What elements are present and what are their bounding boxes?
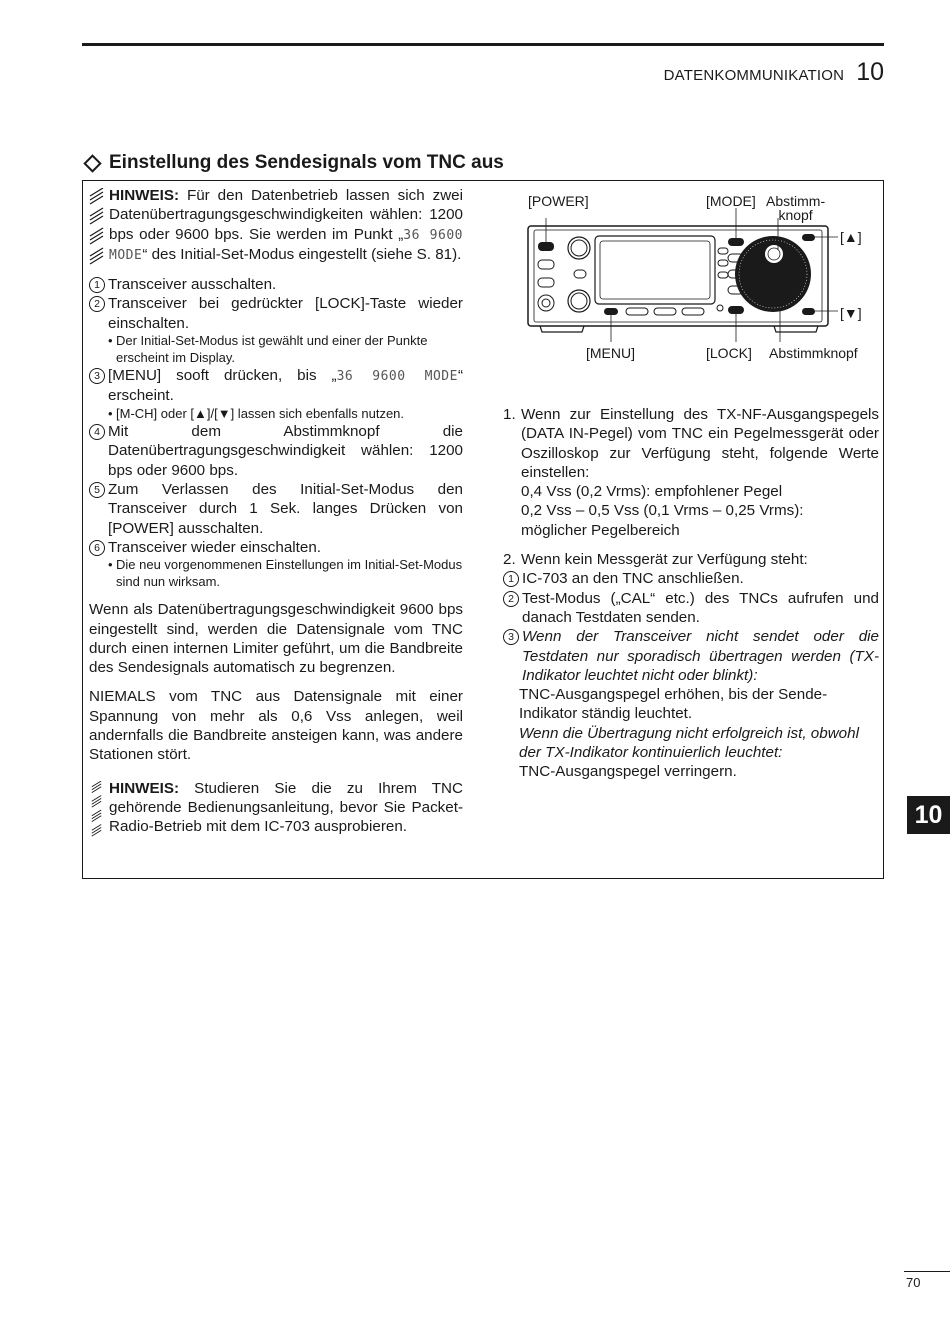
label-power: [POWER] xyxy=(528,193,589,209)
section-title: Einstellung des Sendesignals vom TNC aus xyxy=(109,152,504,173)
note-hatch-icon xyxy=(89,188,104,268)
transceiver-diagram xyxy=(520,190,870,370)
note-text: “ des Initial-Set-Modus eingestellt (siehe S. 81). xyxy=(142,245,462,263)
label-menu: [MENU] xyxy=(586,345,635,361)
condition-2: Wenn die Übertragung nicht erfolgreich ist, obwohl der TX-Indikator kontinuierlich leuchtet: xyxy=(519,724,859,762)
label-lock: [LOCK] xyxy=(706,345,752,361)
step-number: 2 xyxy=(89,296,105,312)
level-recommended: 0,4 Vss (0,2 Vrms): empfohlener Pegel xyxy=(521,483,783,501)
item-2-text: Wenn kein Messgerät zur Verfügung steht: xyxy=(521,551,808,569)
step-3-sub: • [M-CH] oder [▲]/[▼] lassen sich ebenfalls nutzen. xyxy=(89,406,463,423)
step-number: 4 xyxy=(89,424,105,440)
label-down: [▼] xyxy=(840,305,862,321)
step-text: Mit dem Abstimmknopf die Datenübertragungsgeschwindigkeit wählen: 1200 bps oder 9600 bps. xyxy=(108,423,463,479)
level-range: 0,2 Vss – 0,5 Vss (0,1 Vrms – 0,25 Vrms): xyxy=(521,502,804,520)
step-text: “ erscheint. xyxy=(108,367,464,405)
step-number: 2 xyxy=(503,591,519,607)
step-number: 5 xyxy=(89,482,105,498)
note-hinweis-1 xyxy=(89,186,463,265)
step-number: 3 xyxy=(503,629,519,645)
left-column xyxy=(89,186,463,837)
step-text: Test-Modus („CAL“ etc.) des TNCs aufrufen und danach Testdaten senden. xyxy=(522,589,879,626)
item-2 xyxy=(503,550,879,569)
top-rule xyxy=(82,43,884,46)
spacer xyxy=(89,677,463,687)
note-hinweis-2 xyxy=(89,779,463,837)
chapter-number: 10 xyxy=(856,58,884,86)
section-heading xyxy=(82,152,504,174)
chapter-header xyxy=(664,58,884,87)
step-2-sub: • Der Initial-Set-Modus ist gewählt und einer der Punkte erscheint im Display. xyxy=(89,333,463,366)
level-range-label: möglicher Pegelbereich xyxy=(521,521,680,539)
paragraph-warning: NIEMALS vom TNC aus Datensignale mit einer Spannung von mehr als 0,6 Vss anlegen, weil andernfalls die Bandbreite ansteigen kann, was andere Stationen stört. xyxy=(89,688,463,764)
right-column xyxy=(503,405,879,782)
step-text: Transceiver ausschalten. xyxy=(108,276,277,294)
item-number: 2. xyxy=(503,551,516,569)
page-number: 70 xyxy=(906,1275,921,1290)
chapter-title: DATENKOMMUNIKATION xyxy=(663,67,845,84)
step-text: [MENU] sooft drücken, bis „ xyxy=(108,367,337,385)
diamond-icon xyxy=(83,154,101,172)
note-label: HINWEIS: xyxy=(109,187,180,204)
step-text: Wenn der Transceiver nicht sendet oder die Testdaten nur sporadisch übertragen werden (TX-Indikator leuchtet nicht oder blinkt): xyxy=(522,628,879,684)
step-2 xyxy=(89,294,463,333)
note-text: Für den Datenbetrieb lassen sich zwei Datenübertragungsgeschwindigkeiten wählen: 1200 bps oder 9600 bps. Sie werden im Punkt „ xyxy=(109,187,463,243)
step-5 xyxy=(89,480,463,538)
chapter-tab: 10 xyxy=(907,796,950,834)
note-text: Studieren Sie die zu Ihrem TNC gehörende Bedienungsanleitung, bevor Sie Packet-Radio-Betrieb mit dem IC-703 ausprobieren. xyxy=(109,779,463,836)
spacer xyxy=(89,265,463,275)
page-number-rule xyxy=(904,1271,950,1272)
lcd-text: 36 9600 MODE xyxy=(109,227,463,263)
step-6-sub: • Die neu vorgenommenen Einstellungen im Initial-Set-Modus sind nun wirksam. xyxy=(89,557,463,590)
step-4 xyxy=(89,422,463,480)
step-3 xyxy=(89,366,463,406)
sub-step-2 xyxy=(503,589,879,628)
item-1-text: Wenn zur Einstellung des TX-NF-Ausgangspegels (DATA IN-Pegel) vom TNC ein Pegelmessgerät oder Oszilloskop zur Verfügung steht, folgende Werte einstellen: xyxy=(521,406,879,481)
step-1 xyxy=(89,275,463,294)
label-abstimmknopf-bottom: Abstimmknopf xyxy=(769,345,858,361)
spacer xyxy=(89,765,463,779)
sub-step-3 xyxy=(503,627,879,685)
sub-step-1 xyxy=(503,569,879,588)
action-decrease: TNC-Ausgangspegel verringern. xyxy=(519,763,737,781)
step-number: 1 xyxy=(89,277,105,293)
paragraph-limiter: Wenn als Datenübertragungsgeschwindigkeit 9600 bps eingestellt sind, werden die Datensignale vom TNC durch einen internen Limiter geführt, um die Bandbreite des Sendesignals automatisch zu begrenzen. xyxy=(89,601,463,677)
step-number: 6 xyxy=(89,540,105,556)
step-text: Zum Verlassen des Initial-Set-Modus den Transceiver durch 1 Sek. langes Drücken von [POWER] ausschalten. xyxy=(108,481,463,537)
action-increase: TNC-Ausgangspegel erhöhen, bis der Sende-Indikator ständig leuchtet. xyxy=(519,686,828,723)
step-text: Transceiver bei gedrückter [LOCK]-Taste wieder einschalten. xyxy=(108,295,463,332)
label-mode: [MODE] xyxy=(706,193,756,209)
step-number: 1 xyxy=(503,571,519,587)
note-label: HINWEIS: xyxy=(109,779,180,797)
lcd-text: 36 9600 MODE xyxy=(336,369,458,385)
label-abstimmknopf-top: Abstimm- knopf xyxy=(766,193,826,223)
step-number: 3 xyxy=(89,368,105,384)
step-text: IC-703 an den TNC anschließen. xyxy=(522,570,744,588)
item-number: 1. xyxy=(503,406,516,423)
step-text: Transceiver wieder einschalten. xyxy=(108,538,322,556)
step-6 xyxy=(89,538,463,557)
spacer xyxy=(89,590,463,600)
note-hatch-icon xyxy=(89,781,104,839)
item-1 xyxy=(503,405,879,540)
label-up: [▲] xyxy=(840,229,862,245)
spacer xyxy=(503,540,879,550)
